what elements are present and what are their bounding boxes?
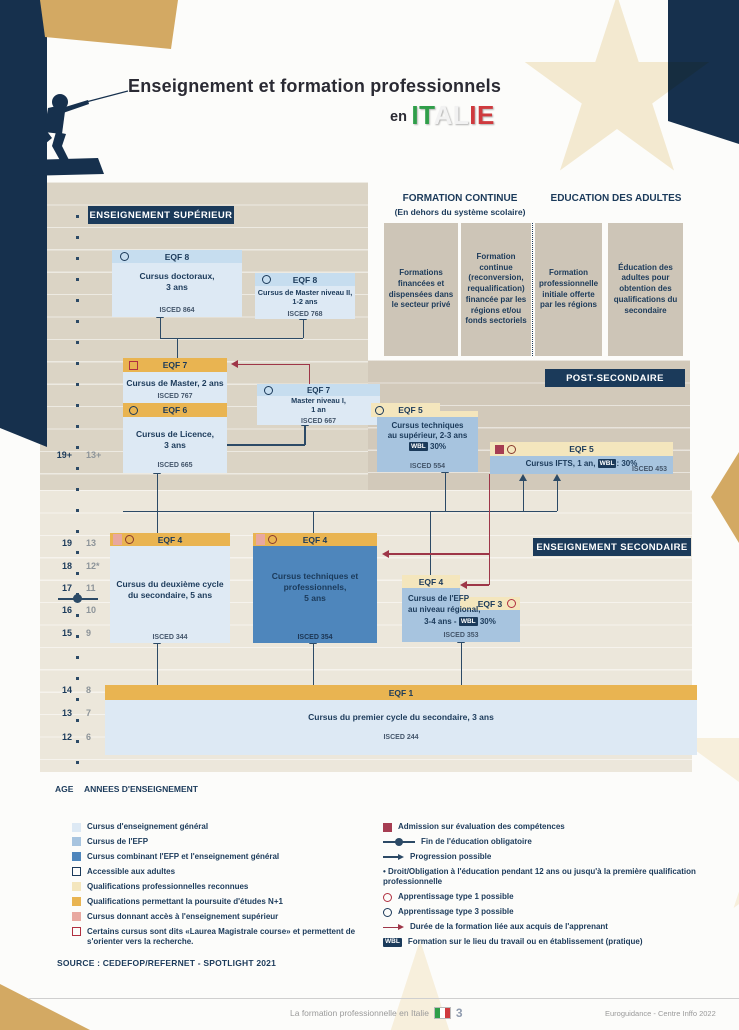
- box-eqf-label: EQF 4: [418, 576, 444, 587]
- box-isced: ISCED 767: [157, 393, 193, 400]
- progression-arrow-icon: [383, 852, 404, 861]
- header-formation-continue-sub: [375, 207, 545, 217]
- adult-accessible-icon: [72, 867, 81, 876]
- tag-post-secondaire-text: POST-SECONDAIRE: [566, 372, 664, 384]
- axis-years-label: [84, 784, 198, 794]
- legend-left: [72, 822, 374, 952]
- wbl-badge: WBL: [599, 459, 615, 467]
- wbl-badge: WBL: [460, 617, 476, 625]
- axis-age-14: 14: [61, 685, 72, 695]
- axis-years-label-text: ANNEES D'ENSEIGNEMENT: [84, 784, 198, 794]
- box-eqf-label: EQF 5: [569, 444, 594, 454]
- line-eqf8-collector: [160, 338, 303, 340]
- column-formation-continue-text: Formation continue (reconversion, requalification) financée par les régions et/ou fonds sectoriels: [465, 251, 527, 326]
- redline-ifts-down: [489, 474, 491, 585]
- apprenticeship-type1-icon: [507, 445, 516, 454]
- box-isced: ISCED 244: [383, 734, 419, 741]
- legend-item: [72, 882, 374, 892]
- tag-enseignement-superieur: [88, 206, 234, 224]
- gold-right-triangle: [711, 452, 739, 543]
- column-secteur-prive-text: Formations financées et dispensées dans le secteur privé: [388, 267, 454, 310]
- box-title-line: Cursus de Master, 2 ans: [126, 378, 224, 388]
- legend-text: Cursus combinant l'EFP et l'enseignement général: [87, 851, 280, 861]
- legend-text: Qualifications professionnelles reconnues: [87, 881, 249, 891]
- legend-right: [383, 822, 720, 952]
- box-title-line: 3-4 ans -: [424, 617, 457, 626]
- apprenticeship-type3-icon: [120, 252, 129, 261]
- apprenticeship-type3-icon: [262, 275, 271, 284]
- legend-text: Cursus d'enseignement général: [87, 822, 209, 831]
- italie-red: IE: [469, 100, 495, 130]
- end-compulsory-education-dot: [73, 594, 82, 603]
- axis-year-6: 6: [86, 732, 92, 742]
- legend-item: [72, 912, 374, 922]
- apprenticeship-type3-icon: [264, 386, 273, 395]
- axis-age-16: 16: [61, 605, 72, 615]
- axis-age-12: 12: [61, 732, 72, 742]
- axis-age-label: [55, 784, 73, 794]
- title-italie: [411, 100, 494, 130]
- box-title-line: Cursus doctoraux,: [139, 271, 215, 281]
- axis-year-11: 11: [86, 583, 96, 593]
- box-efp-regional: [402, 575, 520, 642]
- legend-item: [72, 852, 374, 862]
- header-education-adultes: [540, 193, 692, 204]
- axis-year-9: 9: [86, 628, 92, 638]
- box-eqf-label: EQF 8: [164, 251, 190, 262]
- line-eqf1-to-techpro: [313, 644, 315, 685]
- box-title-line: Cursus de Licence,: [136, 429, 214, 439]
- box-eqf-label: EQF 6: [162, 405, 188, 415]
- box-isced: ISCED 768: [287, 311, 323, 318]
- legend-text: Cursus de l'EFP: [87, 836, 149, 846]
- box-title-line: professionnels,: [283, 581, 347, 592]
- box-cursus-techniques-superieur: [371, 403, 478, 472]
- header-formation-continue: [375, 193, 545, 204]
- box-title-line: du secondaire, 5 ans: [127, 589, 213, 600]
- box-title-line: au niveau régional,: [408, 605, 481, 614]
- page-title: [128, 76, 528, 97]
- line-techpro-up: [313, 511, 315, 533]
- box-title-line: Cursus IFTS, 1 an,: [525, 459, 596, 468]
- box-deuxieme-cycle: [110, 533, 230, 643]
- box-title-line: 1-2 ans: [292, 297, 318, 307]
- line-licence-masterniv1: [227, 444, 305, 446]
- apprentissage-type3-legend-icon: [383, 908, 392, 917]
- box-eqf-label: EQF 5: [398, 405, 423, 415]
- legend-item: [383, 922, 720, 932]
- legend-item: [383, 937, 720, 947]
- legend-text: Certains cursus sont dits «Laurea Magistrale course» et permettent de s'orienter vers la recherche.: [87, 926, 356, 947]
- box-cursus-ifts: [490, 442, 673, 474]
- acces-superieur-icon: [256, 534, 265, 545]
- arrow-to-ifts-1: [519, 474, 527, 481]
- line-to-ifts-2: [557, 480, 559, 511]
- apprenticeship-type3-icon: [129, 406, 138, 415]
- legend-item: [72, 897, 374, 907]
- wbl-percent: 30%: [430, 441, 447, 451]
- legend-item: [383, 852, 720, 862]
- header-formation-continue-text: FORMATION CONTINUE: [402, 193, 518, 204]
- box-isced: ISCED 353: [443, 632, 479, 639]
- box-title-line: Master niveau I,: [291, 396, 346, 405]
- italie-green: IT: [411, 100, 434, 130]
- box-eqf-label: EQF 7: [306, 385, 331, 395]
- axis-year-13plus: 13+: [86, 450, 102, 460]
- redline-to-techpro: [389, 553, 489, 555]
- line-efp-up: [430, 511, 432, 575]
- navy-left-band: [0, 0, 47, 447]
- header-education-adultes-text: EDUCATION DES ADULTES: [550, 193, 682, 204]
- line-eqf1-to-efp: [461, 643, 463, 685]
- box-title-line: 3 ans: [166, 281, 188, 292]
- legend-text: • Droit/Obligation à l'éducation pendant 12 ans ou jusqu'à la première qualification professionnelle: [383, 866, 696, 887]
- axis-age-15: 15: [61, 628, 72, 638]
- legend-text: Apprentissage type 1 possible: [398, 892, 514, 902]
- line-cycle2-to-licence: [157, 473, 159, 533]
- arrow-to-ifts-2: [553, 474, 561, 481]
- legend-item: [383, 907, 720, 917]
- legend-item: [383, 822, 720, 832]
- box-title-line: 1 an: [311, 404, 326, 414]
- acces-superieur-swatch-icon: [72, 912, 81, 921]
- box-title-line: 5 ans: [304, 592, 326, 603]
- title-en: en: [390, 109, 407, 125]
- box-title-line: Cursus techniques: [391, 421, 464, 430]
- apprenticeship-type1-icon: [125, 535, 134, 544]
- box-master-niveau1: [257, 384, 380, 425]
- footer-divider: [28, 998, 739, 999]
- axis-year-12: 12*: [86, 561, 100, 571]
- legend-text: Progression possible: [410, 851, 492, 861]
- box-isced: ISCED 864: [159, 307, 195, 314]
- red-arrow-to-master: [231, 360, 238, 368]
- box-eqf-label: EQF 8: [292, 274, 318, 285]
- apprenticeship-type3-icon: [375, 406, 384, 415]
- legend-item: [72, 837, 374, 847]
- legend-text: Formation sur le lieu du travail ou en établissement (pratique): [407, 937, 643, 947]
- legend-item: [72, 867, 374, 877]
- legend-text: Qualifications permettant la poursuite d'études N+1: [87, 896, 283, 906]
- laurea-magistrale-legend-icon: [72, 927, 81, 936]
- legend-item: [383, 892, 720, 902]
- general-education-swatch-icon: [72, 823, 81, 832]
- apprenticeship-type1-icon: [507, 599, 516, 608]
- redline-masterniv1-up: [309, 364, 311, 384]
- laurea-magistrale-icon: [129, 361, 138, 370]
- duree-formation-arrow-icon: [383, 923, 404, 932]
- column-education-adultes-text: Éducation des adultes pour obtention des qualifications du secondaire: [613, 262, 678, 315]
- box-title-line: Cursus du deuxième cycle: [116, 579, 224, 589]
- axis-year-13: 13: [86, 538, 97, 548]
- legend-text: Accessible aux adultes: [87, 866, 176, 876]
- tag-post-secondaire: [545, 369, 685, 387]
- box-isced: ISCED 554: [409, 463, 446, 470]
- header-formation-continue-sub-text: (En dehors du système scolaire): [394, 207, 526, 217]
- legend-text: Admission sur évaluation des compétences: [398, 822, 565, 831]
- legend-item: [72, 927, 374, 948]
- footer-right-text: Euroguidance - Centre Inffo 2022: [605, 1009, 716, 1018]
- redline-to-master: [238, 364, 309, 366]
- footer-right: [605, 1009, 716, 1018]
- italy-flag-icon: [434, 1007, 451, 1019]
- box-eqf-label: EQF 4: [302, 534, 328, 545]
- title-country-line: [390, 100, 530, 131]
- legend-item: [383, 867, 720, 888]
- admission-evaluation-icon: [495, 445, 504, 454]
- gold-bottom-left-triangle: [0, 984, 90, 1030]
- column-fp-initiale-text: Formation professionnelle initiale offerte par les régions: [538, 267, 599, 310]
- box-eqf-label: EQF 7: [162, 360, 188, 370]
- source-text: SOURCE : CEDEFOP/REFERNET - SPOTLIGHT 2021: [57, 958, 277, 968]
- tag-enseignement-superieur-text: ENSEIGNEMENT SUPÉRIEUR: [89, 209, 233, 221]
- box-isced: ISCED 667: [300, 418, 337, 425]
- timeline-dotted-line: [76, 215, 79, 775]
- box-title-line: 3 ans: [164, 439, 186, 450]
- line-masterniv1-up: [304, 426, 306, 445]
- line-eqf7-up: [177, 338, 179, 358]
- box-title-line: Cursus de l'EFP: [408, 594, 470, 603]
- axis-age-13: 13: [61, 708, 72, 718]
- footer-left-text: La formation professionnelle en Italie: [290, 1008, 429, 1018]
- page-title-text: Enseignement et formation professionnels: [128, 76, 502, 96]
- box-cursus-licence: [123, 403, 227, 473]
- wbl-percent: 30%: [479, 617, 496, 626]
- fin-education-obligatoire-icon: [383, 837, 415, 846]
- footer-left: [290, 1006, 463, 1020]
- legend-item: [72, 822, 374, 832]
- box-isced: ISCED 453: [631, 466, 667, 473]
- axis-age-19: 19: [61, 538, 72, 548]
- axis-age-19plus: 19+: [56, 450, 72, 460]
- wbl-legend-icon: WBL: [385, 938, 400, 946]
- box-body: [377, 417, 478, 472]
- axis-age-17: 17: [61, 583, 72, 593]
- legend-text: Durée de la formation liée aux acquis de l'apprenant: [410, 922, 608, 932]
- wbl-percent: : 30%: [616, 459, 638, 468]
- qualif-reconnues-swatch-icon: [72, 882, 81, 891]
- apprenticeship-type1-icon: [268, 535, 277, 544]
- box-master-niveau2: [255, 273, 355, 319]
- tag-enseignement-secondaire: [533, 538, 691, 556]
- box-cursus-doctoraux: [112, 250, 242, 317]
- axis-age-label-text: AGE: [55, 784, 74, 794]
- box-techniques-professionnels: [253, 533, 377, 643]
- line-to-techsup: [445, 472, 447, 511]
- wbl-badge: WBL: [410, 442, 426, 450]
- source-line: [57, 958, 276, 968]
- box-eqf-label: EQF 3: [477, 598, 503, 609]
- box-title-line: Cursus du premier cycle du secondaire, 3 ans: [308, 712, 494, 722]
- box-isced: ISCED 354: [297, 634, 333, 641]
- combined-swatch-icon: [72, 852, 81, 861]
- efp-swatch-icon: [72, 837, 81, 846]
- page-number: 3: [455, 1006, 463, 1020]
- acces-superieur-icon: [113, 534, 122, 545]
- legend-item: [383, 837, 720, 847]
- box-isced: ISCED 344: [152, 634, 188, 641]
- line-to-doctorat: [160, 317, 162, 338]
- axis-year-8: 8: [86, 685, 92, 695]
- legend-text: Cursus donnant accès à l'enseignement supérieur: [87, 911, 279, 921]
- line-to-masterniv2: [303, 319, 305, 338]
- admission-evaluation-legend-icon: [383, 823, 392, 832]
- box-title-line: [404, 617, 516, 626]
- tag-enseignement-secondaire-text: ENSEIGNEMENT SECONDAIRE: [536, 541, 688, 553]
- axis-year-10: 10: [86, 605, 97, 615]
- axis-year-7: 7: [86, 708, 92, 718]
- apprentissage-type1-legend-icon: [383, 893, 392, 902]
- box-cursus-master: [123, 358, 227, 403]
- line-to-ifts-1: [523, 480, 525, 511]
- box-title-line: Cursus techniques et: [271, 571, 359, 581]
- box-title-line: Cursus de Master niveau II,: [257, 288, 353, 297]
- box-isced: ISCED 665: [157, 462, 193, 469]
- legend-text: Apprentissage type 3 possible: [398, 907, 514, 917]
- box-eqf-label: EQF 1: [388, 687, 414, 698]
- axis-age-18: 18: [61, 561, 72, 571]
- qualif-n1-swatch-icon: [72, 897, 81, 906]
- legend-text: Fin de l'éducation obligatoire: [421, 836, 532, 846]
- box-title-line: au supérieur, 2-3 ans: [387, 431, 468, 441]
- box-body: [490, 456, 673, 474]
- line-eqf1-to-cycle2: [157, 644, 159, 685]
- box-premier-cycle: [105, 685, 697, 755]
- red-arrow-to-techpro: [382, 550, 389, 558]
- box-eqf-label: EQF 4: [157, 534, 183, 545]
- line-secondary-collector: [123, 511, 557, 513]
- italie-white: AL: [433, 100, 470, 130]
- gold-top-shape: [40, 0, 178, 49]
